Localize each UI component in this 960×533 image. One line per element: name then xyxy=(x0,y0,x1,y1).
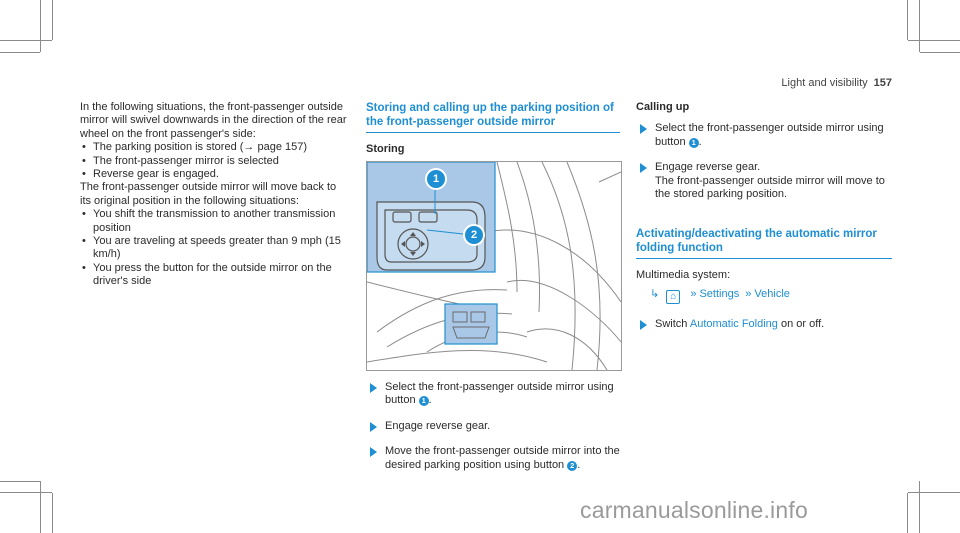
step-arrow-icon xyxy=(370,383,377,393)
step-punct: . xyxy=(577,458,581,471)
section-title: Light and visibility xyxy=(781,77,868,89)
step-text: Engage reverse gear. xyxy=(385,419,491,432)
step xyxy=(366,420,626,433)
page-number: 157 xyxy=(873,77,892,89)
crop-mark xyxy=(40,481,41,533)
menu-path xyxy=(636,288,892,304)
storing-steps xyxy=(366,381,626,484)
home-icon[interactable]: ⌂ xyxy=(666,290,680,304)
menu-settings[interactable]: Settings xyxy=(699,287,740,300)
button-2-badge: 2 xyxy=(567,461,577,471)
return-condition-list xyxy=(80,208,350,288)
crop-mark xyxy=(40,0,41,52)
crop-mark xyxy=(908,40,960,41)
list-item: • Reverse gear is engaged. xyxy=(80,168,350,181)
left-column xyxy=(80,101,350,289)
crop-mark xyxy=(908,492,960,493)
step-text: Move the front-passenger outside mirror into the desired parking position using button xyxy=(385,445,620,471)
step-result-text: The front-passenger outside mirror will move to the stored parking position. xyxy=(655,174,885,201)
crop-mark xyxy=(919,481,920,533)
section-heading: Storing and calling up the parking position of the front-passenger outside mirror xyxy=(366,101,620,133)
step-text: on or off. xyxy=(780,317,825,330)
multimedia-label: Multimedia system: xyxy=(636,269,731,282)
step-text: Switch xyxy=(655,317,688,330)
return-paragraph: The front-passenger outside mirror will move back to its original position in the following situations: xyxy=(80,181,337,207)
condition-list xyxy=(80,141,350,181)
step-arrow-icon xyxy=(640,124,647,134)
door-panel-drawing xyxy=(367,162,621,370)
step-punct: . xyxy=(428,394,432,407)
callout-1: 1 xyxy=(425,168,447,190)
list-item: • You press the button for the outside mirror on the driver's side xyxy=(80,262,350,289)
crop-mark xyxy=(920,52,960,53)
step-arrow-icon xyxy=(640,320,647,330)
subheading-calling-up: Calling up xyxy=(636,101,690,113)
step-text: Select the front-passenger outside mirror using button xyxy=(385,381,614,407)
menu-vehicle[interactable]: Vehicle xyxy=(754,287,790,300)
crop-mark xyxy=(919,0,920,52)
chevron-icon: » xyxy=(690,287,697,300)
intro-paragraph: In the following situations, the front-passenger outside mirror will swivel downwards in the direction of the rear wheel on the front passenger's side: xyxy=(80,101,347,140)
button-1-badge: 1 xyxy=(419,396,429,406)
step xyxy=(636,122,892,149)
crop-mark xyxy=(0,492,52,493)
list-item: • You are traveling at speeds greater than 9 mph (15 km/h) xyxy=(80,235,350,262)
step-punct: . xyxy=(698,135,702,148)
step xyxy=(636,318,892,331)
step-text: Select the front-passenger outside mirror using button xyxy=(655,122,884,148)
crop-mark xyxy=(907,493,908,533)
section-heading-folding: Activating/deactivating the automatic mirror folding function xyxy=(636,227,892,259)
button-1-badge: 1 xyxy=(689,138,699,148)
crop-mark xyxy=(0,52,40,53)
step xyxy=(366,381,626,408)
subheading-storing: Storing xyxy=(366,143,405,155)
watermark: carmanualsonline.info xyxy=(580,497,808,523)
crop-mark xyxy=(52,0,53,40)
step xyxy=(366,445,626,472)
step-arrow-icon xyxy=(370,447,377,457)
list-item: • The front-passenger mirror is selected xyxy=(80,155,350,168)
step xyxy=(636,161,892,201)
crop-mark xyxy=(0,40,52,41)
crop-mark xyxy=(0,481,40,482)
crop-mark xyxy=(52,493,53,533)
list-item: • You shift the transmission to another transmission position xyxy=(80,208,350,235)
middle-column xyxy=(366,101,620,156)
submenu-arrow-icon: ↳ xyxy=(650,287,660,300)
automatic-folding-option[interactable]: Automatic Folding xyxy=(689,317,778,330)
crop-mark xyxy=(907,0,908,40)
right-column xyxy=(636,101,892,343)
list-item: • The parking position is stored (→ page 157) xyxy=(80,141,350,154)
mirror-switch-illustration xyxy=(366,161,622,371)
chevron-icon: » xyxy=(745,287,752,300)
callout-2: 2 xyxy=(463,224,485,246)
step-text: Engage reverse gear. xyxy=(655,161,761,174)
running-header xyxy=(781,77,892,89)
step-arrow-icon xyxy=(370,422,377,432)
step-arrow-icon xyxy=(640,163,647,173)
